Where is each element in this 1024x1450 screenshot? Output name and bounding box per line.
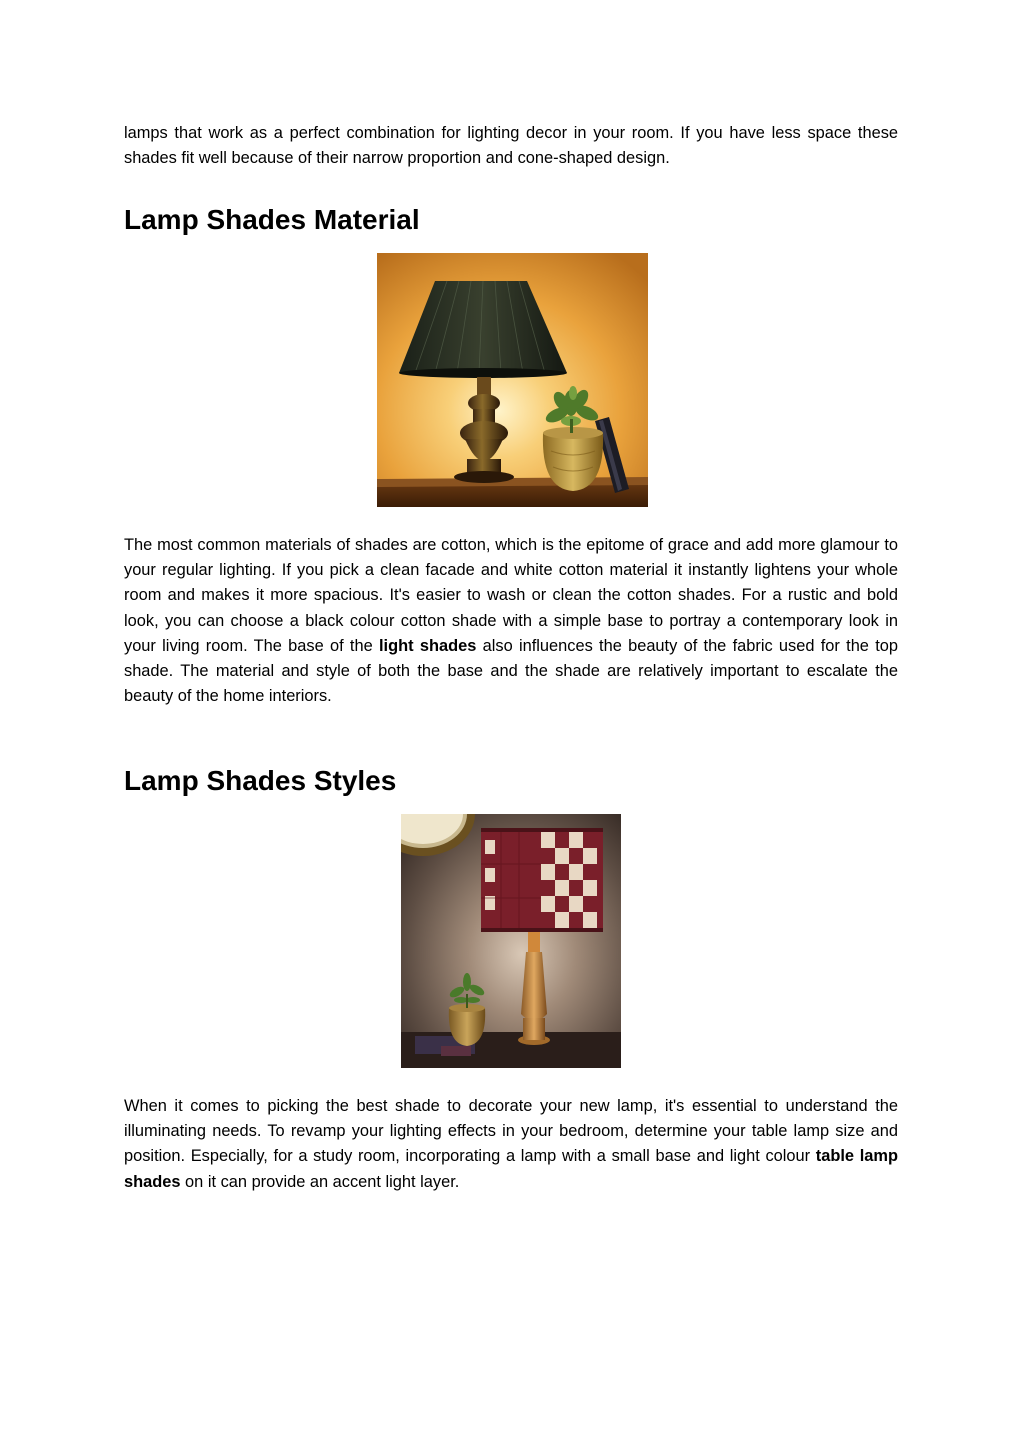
section-heading-styles: Lamp Shades Styles — [124, 765, 397, 796]
styles-text-end: on it can provide an accent light layer. — [180, 1172, 460, 1191]
section-heading-material: Lamp Shades Material — [124, 204, 420, 235]
material-text-start: The most common materials of shades are cotton, which is the epitome of grace and add more glamour to your regular lighting. If you pick a clean facade and white cotton material it instantly lightens your whole room and makes it more spacious. It's easier to wash or clean the cotton shades. For a rustic and bold look, you can choose a black colour cotton shade with a simple base to portray a contemporary look in your living room. The base of the — [124, 536, 898, 655]
light-shades-bold: light shades — [378, 636, 477, 655]
styles-paragraph — [124, 1094, 898, 1195]
black-pleated-lamp-photo — [377, 253, 648, 507]
material-paragraph — [124, 533, 898, 709]
checkered-drum-lamp-photo — [401, 814, 621, 1068]
styles-text-start: When it comes to picking the best shade to decorate your new lamp, it's essential to understand the illuminating needs. To revamp your lighting effects in your bedroom, determine your table lamp size and position. Especially, for a study room, incorporating a lamp with a small base and light colour — [124, 1097, 898, 1166]
intro-paragraph: lamps that work as a perfect combination for lighting decor in your room. If you have less space these shades fit well because of their narrow proportion and cone-shaped design. — [124, 124, 898, 168]
table-lamp-shades-bold: table lamp shades — [124, 1147, 898, 1191]
material-text-end: also influences the beauty of the fabric used for the top shade. The material and style of both the base and the shade are relatively important to escalate the beauty of the home interiors. — [124, 636, 898, 706]
